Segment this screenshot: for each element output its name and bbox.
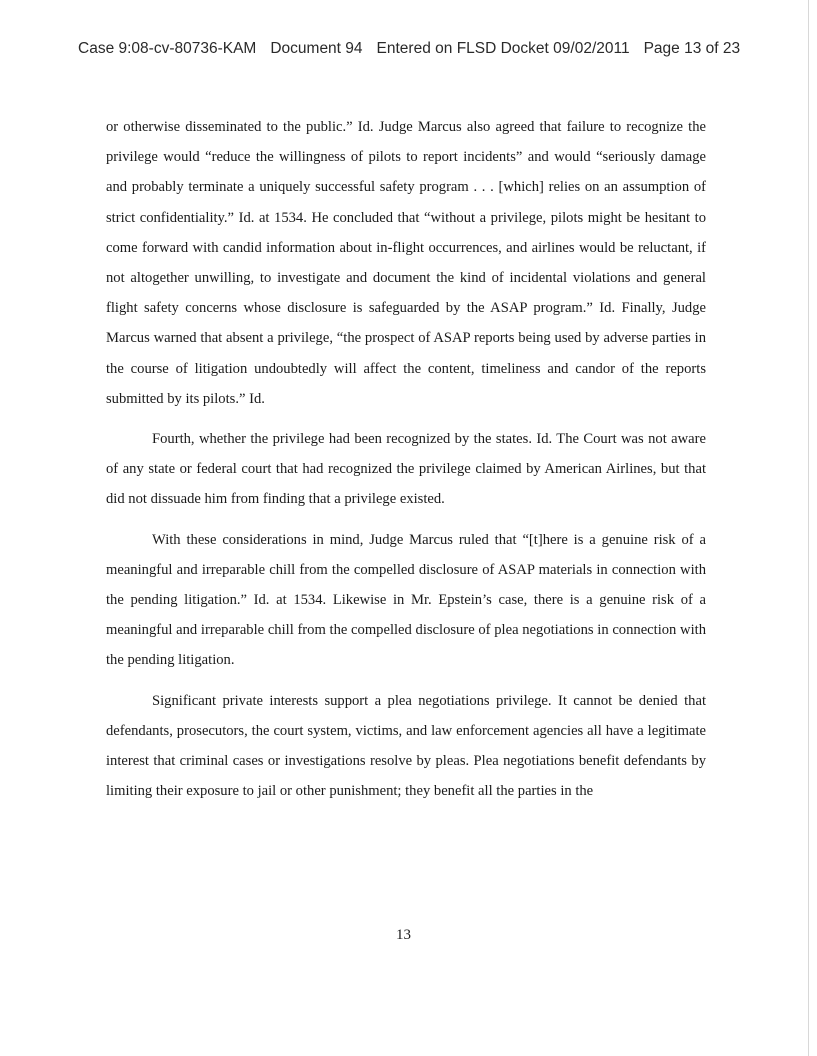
paragraph-2: Fourth, whether the privilege had been recognized by the states. Id. The Court was not aware of any state or federal court that had recognized the privilege claimed by American Airlines, but that did not dissuade him from finding that a privilege existed. [106,431,706,508]
scan-edge-line [808,0,809,1056]
page-number: 13 [396,927,411,943]
paragraph-3: With these considerations in mind, Judge Marcus ruled that “[t]here is a genuine risk of a meaningful and irreparable chill from the compelled disclosure of ASAP materials in connection with the pending litigation.” Id. at 1534. Likewise in Mr. Epstein’s case, there is a genuine risk of a meaningful and irreparable chill from the compelled disclosure of plea negotiations in connection with the pending litigation. [106,531,706,669]
document-body [106,112,706,816]
docket-header [78,40,754,58]
paragraph-1: or otherwise disseminated to the public.” Id. Judge Marcus also agreed that failure to recognize the privilege would “reduce the willingness of pilots to report incidents” and would “seriously damage and probably terminate a uniquely successful safety program . . . [which] relies on an assumption of strict confidentiality.” Id. at 1534. He concluded that “without a privilege, pilots might be hesitant to come forward with candid information about in-flight occurrences, and airlines would be reluctant, if not altogether unwilling, to investigate and document the kind of incidental violations and general flight safety concerns whose disclosure is safeguarded by the ASAP program.” Id. Finally, Judge Marcus warned that absent a privilege, “the prospect of ASAP reports being used by adverse parties in the course of litigation undoubtedly will affect the content, timeliness and candor of the reports submitted by its pilots.” Id. [106,119,706,407]
document-number: Document 94 [270,40,363,57]
page-of: Page 13 of 23 [643,40,741,57]
paragraph-4: Significant private interests support a plea negotiations privilege. It cannot be denied that defendants, prosecutors, the court system, victims, and law enforcement agencies all have a legitimate interest that criminal cases or investigations resolve by pleas. Plea negotiations benefit defendants by limiting their exposure to jail or other punishment; they benefit all the parties in the [106,692,706,800]
case-number: Case 9:08-cv-80736-KAM [78,40,257,57]
docket-entry: Entered on FLSD Docket 09/02/2011 [376,40,630,57]
